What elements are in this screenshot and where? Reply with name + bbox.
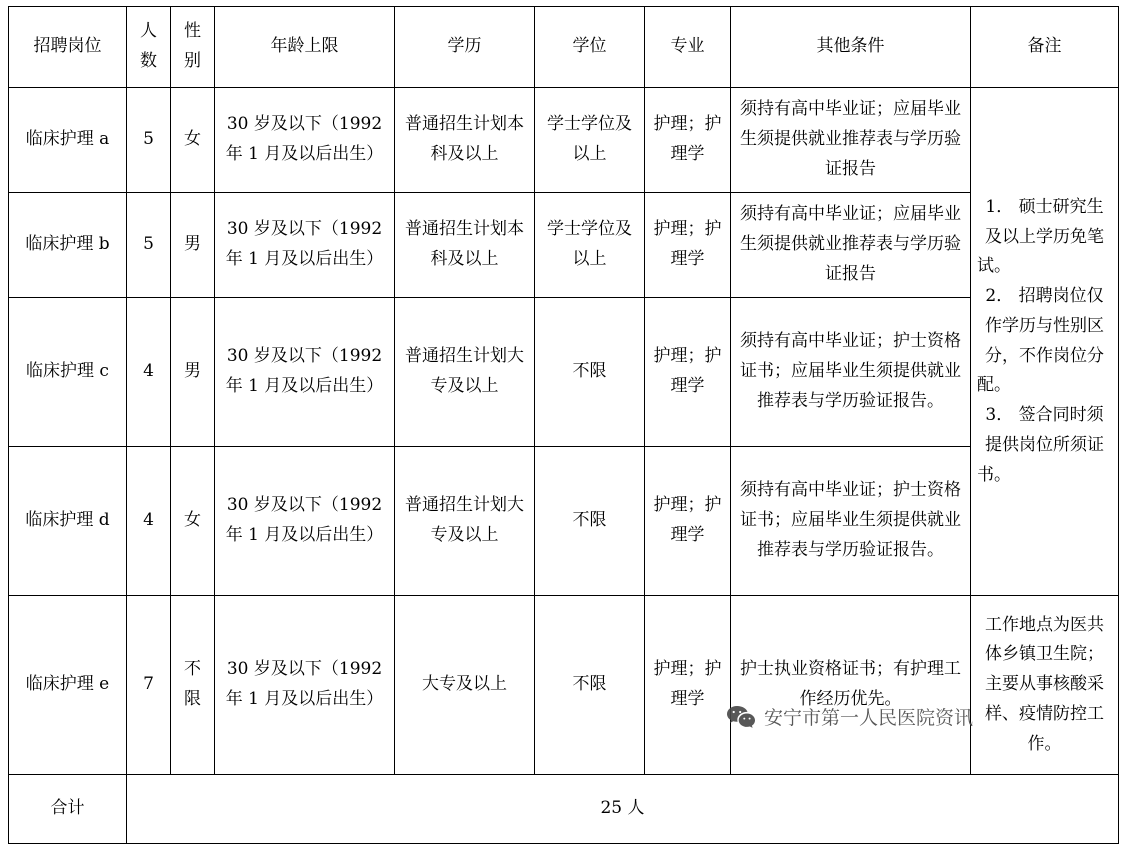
remark-item-1: 1． 硕士研究生及以上学历免笔试。 [977,196,1104,277]
cell-count: 5 [127,193,171,298]
cell-gender: 男 [171,298,215,447]
cell-degree: 学士学位及以上 [535,193,645,298]
cell-gender: 不限 [171,596,215,775]
cell-other: 须持有高中毕业证；护士资格证书；应届毕业生须提供就业推荐表与学历验证报告。 [731,447,971,596]
header-major: 专业 [645,7,731,88]
remark-item-3: 3． 签合同时须提供岗位所须证书。 [977,405,1104,485]
cell-other: 须持有高中毕业证；应届毕业生须提供就业推荐表与学历验证报告 [731,88,971,193]
table-header-row [9,7,1119,88]
total-value: 25 人 [127,775,1119,844]
cell-gender: 男 [171,193,215,298]
cell-education: 大专及以上 [395,596,535,775]
table-row [9,447,1119,596]
table-row [9,193,1119,298]
cell-remark-last: 工作地点为医共体乡镇卫生院；主要从事核酸采样、疫情防控工作。 [971,596,1119,775]
cell-age: 30 岁及以下（1992 年 1 月及以后出生） [215,596,395,775]
cell-education: 普通招生计划大专及以上 [395,298,535,447]
table-row [9,596,1119,775]
cell-other: 须持有高中毕业证；应届毕业生须提供就业推荐表与学历验证报告 [731,193,971,298]
cell-major: 护理；护理学 [645,596,731,775]
cell-count: 4 [127,447,171,596]
cell-gender: 女 [171,88,215,193]
cell-major: 护理；护理学 [645,298,731,447]
recruitment-table [8,6,1119,844]
header-other: 其他条件 [731,7,971,88]
cell-age: 30 岁及以下（1992 年 1 月及以后出生） [215,88,395,193]
cell-degree: 学士学位及以上 [535,88,645,193]
watermark-account-name: 安宁市第一人民医院资讯 [764,707,974,729]
cell-education: 普通招生计划本科及以上 [395,193,535,298]
cell-post: 临床护理 a [9,88,127,193]
header-count: 人数 [127,7,171,88]
header-degree: 学位 [535,7,645,88]
cell-count: 5 [127,88,171,193]
remark-item-2: 2． 招聘岗位仅作学历与性别区分，不作岗位分配。 [977,286,1104,396]
header-post: 招聘岗位 [9,7,127,88]
cell-age: 30 岁及以下（1992 年 1 月及以后出生） [215,193,395,298]
cell-gender: 女 [171,447,215,596]
cell-other: 须持有高中毕业证；护士资格证书；应届毕业生须提供就业推荐表与学历验证报告。 [731,298,971,447]
cell-degree: 不限 [535,298,645,447]
cell-post: 临床护理 c [9,298,127,447]
table-total-row [9,775,1119,844]
table-row [9,88,1119,193]
header-remark: 备注 [971,7,1119,88]
cell-post: 临床护理 d [9,447,127,596]
cell-degree: 不限 [535,596,645,775]
cell-post: 临床护理 e [9,596,127,775]
header-age: 年龄上限 [215,7,395,88]
cell-education: 普通招生计划大专及以上 [395,447,535,596]
recruitment-table-sheet [8,6,1118,819]
cell-count: 4 [127,298,171,447]
cell-age: 30 岁及以下（1992 年 1 月及以后出生） [215,298,395,447]
cell-post: 临床护理 b [9,193,127,298]
header-gender: 性别 [171,7,215,88]
cell-other: 护士执业资格证书；有护理工作经历优先。 [731,596,971,775]
total-label: 合计 [9,775,127,844]
cell-count: 7 [127,596,171,775]
cell-degree: 不限 [535,447,645,596]
header-education: 学历 [395,7,535,88]
cell-major: 护理；护理学 [645,193,731,298]
cell-major: 护理；护理学 [645,88,731,193]
cell-education: 普通招生计划本科及以上 [395,88,535,193]
cell-remark-merged [971,88,1119,596]
table-row [9,298,1119,447]
cell-age: 30 岁及以下（1992 年 1 月及以后出生） [215,447,395,596]
cell-major: 护理；护理学 [645,447,731,596]
